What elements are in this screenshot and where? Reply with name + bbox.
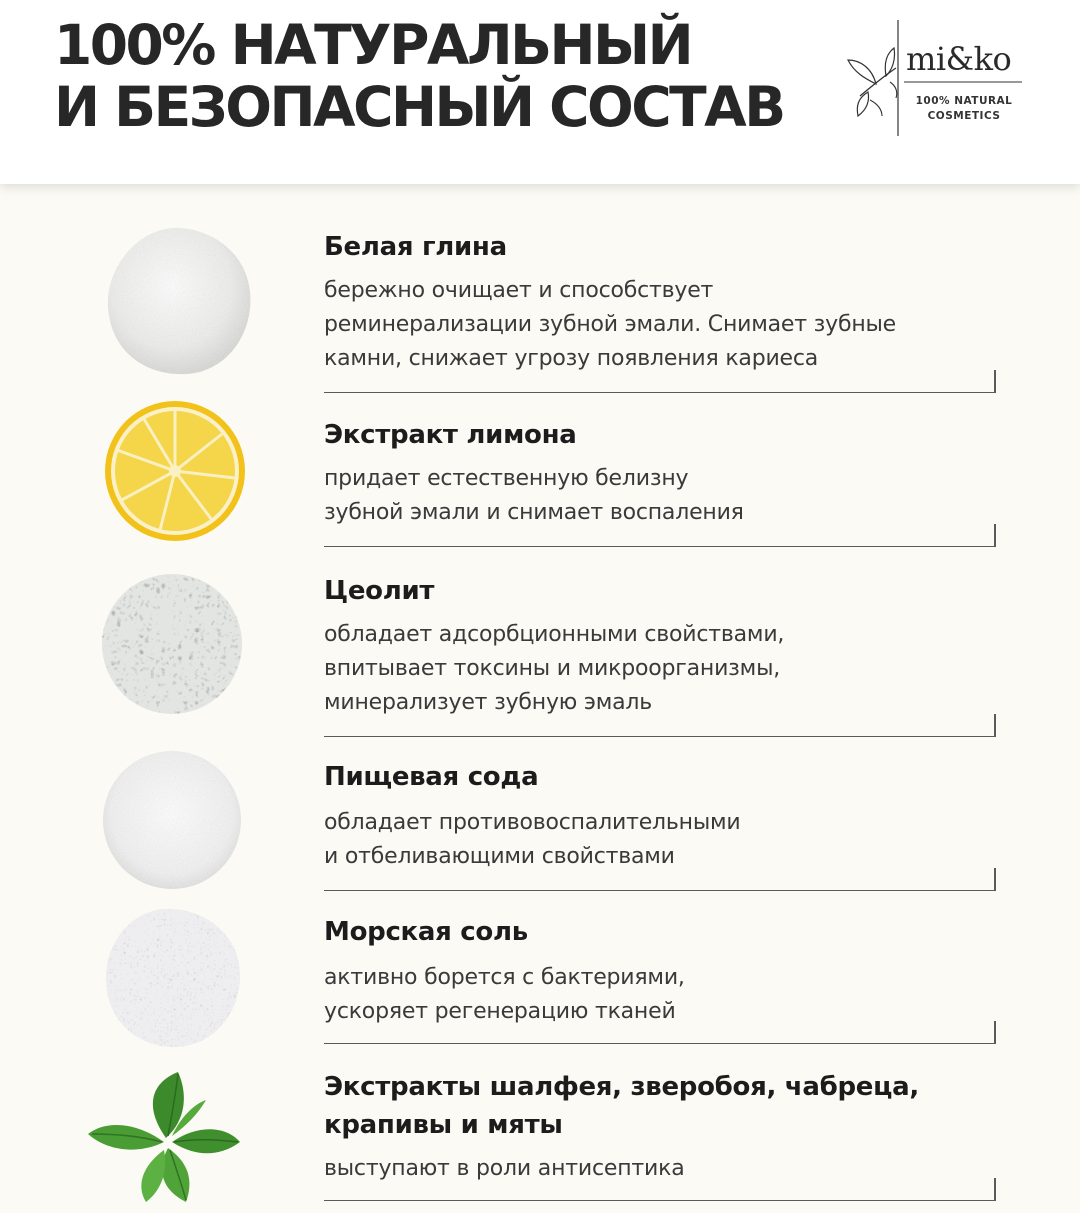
page-title-line-2: И БЕЗОПАСНЫЙ СОСТАВ xyxy=(54,75,784,139)
description-line: обладает адсорбционными свойствами, xyxy=(324,622,785,647)
separator-line xyxy=(324,714,996,737)
separator-line xyxy=(324,524,996,547)
brand-tagline-line-2: COSMETICS xyxy=(927,110,1001,122)
description-line: минерализует зубную эмаль xyxy=(324,690,653,715)
ingredient-title: Белая глина xyxy=(324,232,507,262)
brand-logo xyxy=(846,20,1036,140)
zeolite-granules-image xyxy=(100,572,250,722)
ingredient-description xyxy=(324,274,896,376)
separator-line xyxy=(324,370,996,393)
description-line: впитывает токсины и микроорганизмы, xyxy=(324,656,781,681)
description-line: и отбеливающими свойствами xyxy=(324,844,675,869)
page-title-line-1: 100% НАТУРАЛЬНЫЙ xyxy=(54,13,692,77)
description-line: реминерализации зубной эмали. Снимает зубные xyxy=(324,312,897,337)
description-line: обладает противовоспалительными xyxy=(324,810,741,835)
brand-tagline-line-1: 100% NATURAL xyxy=(915,95,1013,107)
ingredient-title: Цеолит xyxy=(324,576,435,606)
separator-line xyxy=(324,1021,996,1044)
ingredient-title: Пищевая сода xyxy=(324,762,539,792)
baking-soda-image xyxy=(100,748,250,898)
header-banner xyxy=(0,0,1080,184)
description-line: бережно очищает и способствует xyxy=(324,278,714,303)
separator-line xyxy=(324,868,996,891)
ingredient-description xyxy=(324,806,741,874)
description-line: зубной эмали и снимает воспаления xyxy=(324,500,744,525)
ingredient-title: Морская соль xyxy=(324,917,528,947)
ingredient-description xyxy=(324,618,784,720)
description-line: придает естественную белизну xyxy=(324,466,689,491)
ingredient-description xyxy=(324,462,744,530)
ingredient-title: Экстракт лимона xyxy=(324,420,577,450)
description-line: ускоряет регенерацию тканей xyxy=(324,999,676,1024)
lemon-slice-image xyxy=(100,398,250,548)
mint-leaves-image xyxy=(86,1070,256,1205)
sea-salt-image xyxy=(100,905,250,1055)
description-line: камни, снижает угрозу появления кариеса xyxy=(324,346,819,371)
page-title xyxy=(54,14,784,138)
ingredient-description xyxy=(324,961,685,1029)
white-clay-image xyxy=(100,222,260,382)
brand-tagline xyxy=(908,94,1020,124)
description-line: выступают в роли антисептика xyxy=(324,1156,685,1181)
ingredient-title: Экстракты шалфея, зверобоя, чабреца, крапивы и мяты xyxy=(324,1072,919,1140)
separator-line xyxy=(324,1178,996,1201)
brand-wordmark: mi&ko xyxy=(906,40,1012,78)
description-line: активно борется с бактериями, xyxy=(324,965,685,990)
